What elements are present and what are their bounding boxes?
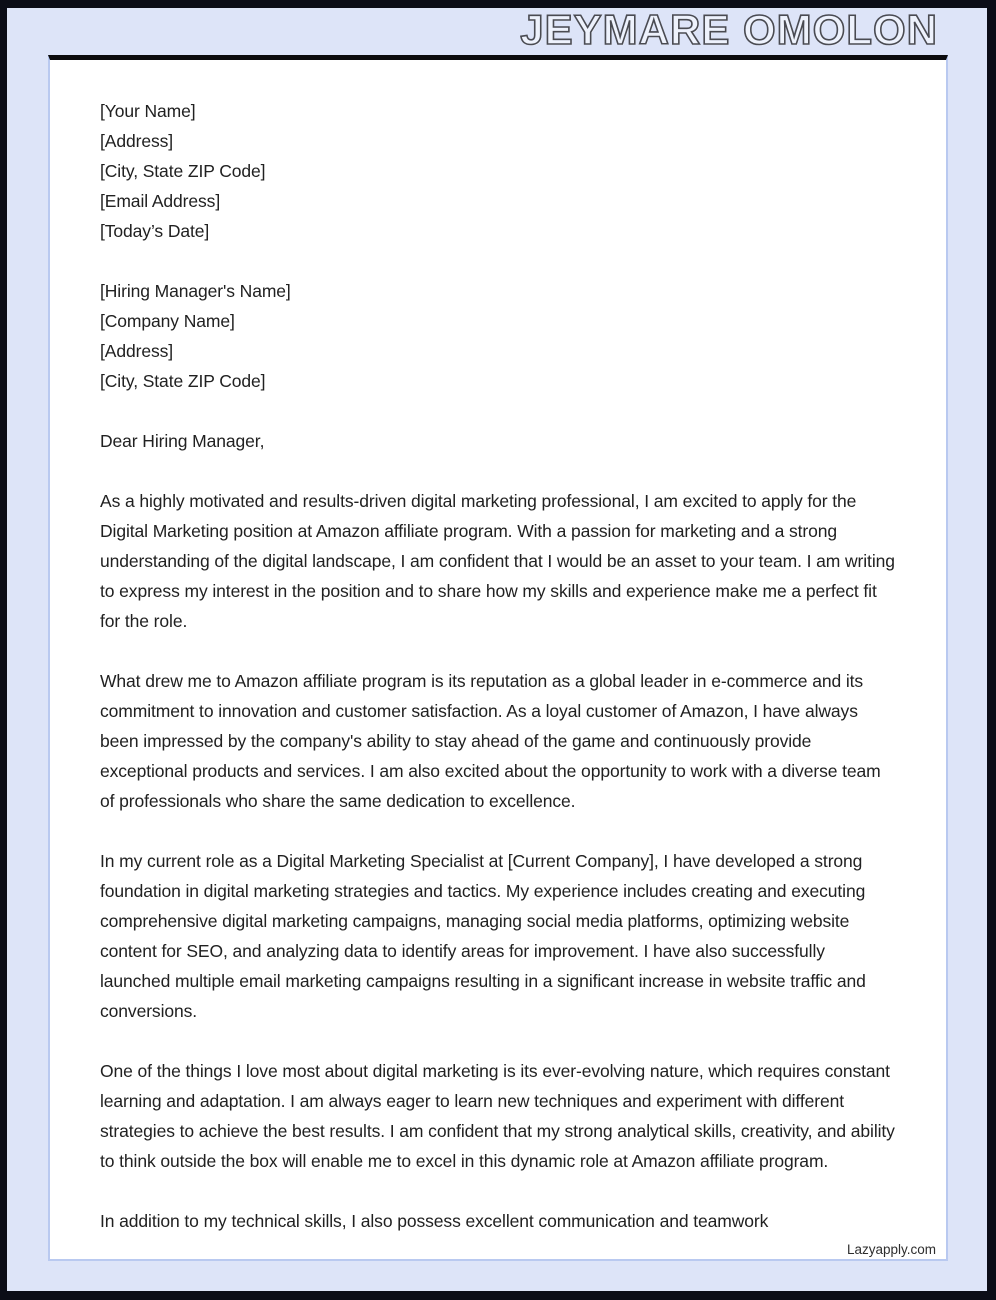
sender-address-line: [Address] xyxy=(100,131,174,151)
sender-email-line: [Email Address] xyxy=(100,191,221,211)
recipient-company-line: [Company Name] xyxy=(100,311,235,331)
paragraph-intro: As a highly motivated and results-driven digital marketing professional, I am excited to apply for the Digital Marketing position at Amazon affiliate program. With a passion for marketing and a strong understanding of the digital landscape, I am confident that I would be an asset to your team. I am writing to express my interest in the position and to share how my skills and experience make me a perfect fit for the role. xyxy=(100,491,895,631)
lazyapply-watermark: Lazyapply.com xyxy=(846,1242,936,1257)
letter-page xyxy=(48,55,948,1261)
recipient-city-line: [City, State ZIP Code] xyxy=(100,371,266,391)
paragraph-motivation: One of the things I love most about digital marketing is its ever-evolving nature, which requires constant learning and adaptation. I am always eager to learn new techniques and experiment with different strategies to achieve the best results. I am confident that my strong analytical skills, creativity, and ability to think outside the box will enable me to excel in this dynamic role at Amazon affiliate program. xyxy=(100,1061,895,1171)
paragraph-company-interest: What drew me to Amazon affiliate program is its reputation as a global leader in e-commerce and its commitment to innovation and customer satisfaction. As a loyal customer of Amazon, I have always been impressed by the company's ability to stay ahead of the game and continuously provide exceptional products and services. I am also excited about the opportunity to work with a diverse team of professionals who share the same dedication to excellence. xyxy=(100,671,881,811)
recipient-address-block xyxy=(100,276,896,396)
sender-name-line: [Your Name] xyxy=(100,101,196,121)
brand-title: JEYMARE OMOLON xyxy=(520,6,938,53)
salutation: Dear Hiring Manager, xyxy=(100,431,265,451)
letter-body xyxy=(50,60,946,1266)
sender-date-line: [Today’s Date] xyxy=(100,221,210,241)
sender-address-block xyxy=(100,96,896,246)
paragraph-overflow: In addition to my technical skills, I also possess excellent communication and teamwork xyxy=(100,1211,769,1231)
recipient-address-line: [Address] xyxy=(100,341,174,361)
sender-city-line: [City, State ZIP Code] xyxy=(100,161,266,181)
recipient-name-line: [Hiring Manager's Name] xyxy=(100,281,291,301)
paragraph-experience: In my current role as a Digital Marketing Specialist at [Current Company], I have developed a strong foundation in digital marketing strategies and tactics. My experience includes creating and executing comprehensive digital marketing campaigns, managing social media platforms, optimizing website content for SEO, and analyzing data to identify areas for improvement. I have also successfully launched multiple email marketing campaigns resulting in a significant increase in website traffic and conversions. xyxy=(100,851,866,1021)
